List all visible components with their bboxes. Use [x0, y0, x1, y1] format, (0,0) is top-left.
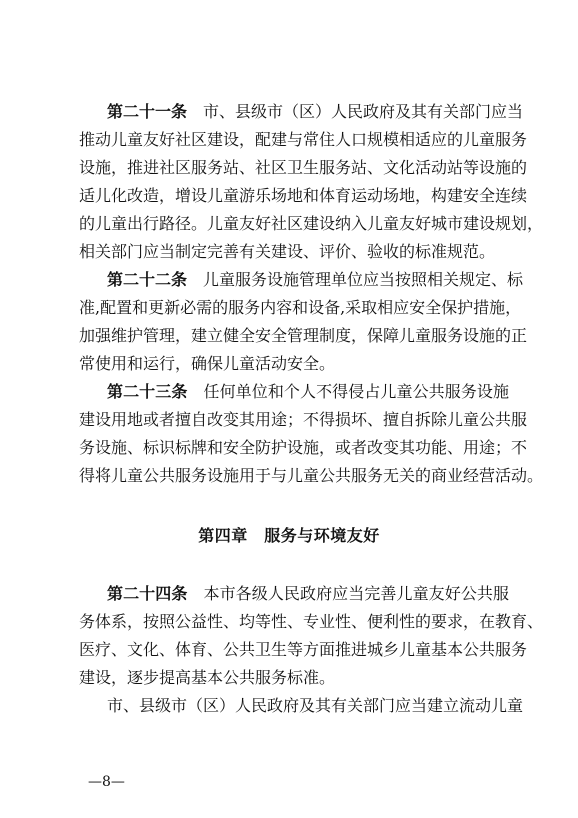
- article-21-line-1: 第二十一条 市、县级市（区）人民政府及其有关部门应当: [107, 102, 524, 121]
- article-21-line-3: 设施，推进社区服务站、社区卫生服务站、文化活动站等设施的: [79, 158, 528, 177]
- article-21-title: 第二十一条: [107, 102, 188, 121]
- article-23-line-4: 得将儿童公共服务设施用于与儿童公共服务无关的商业经营活动。: [79, 466, 544, 485]
- page-number: —8—: [88, 774, 125, 790]
- article-21-line-5: 的儿童出行路径。儿童友好社区建设纳入儿童友好城市建设规划，: [79, 214, 544, 233]
- article-21-line-2: 推动儿童友好社区建设，配建与常住人口规模相适应的儿童服务: [79, 130, 528, 149]
- article-24-line-2: 务体系，按照公益性、均等性、专业性、便利性的要求，在教育、: [79, 612, 544, 631]
- article-24-line-1: 第二十四条 本市各级人民政府应当完善儿童友好公共服: [107, 584, 509, 603]
- article-23-line-1: 第二十三条 任何单位和个人不得侵占儿童公共服务设施: [107, 382, 509, 401]
- article-21-line-6: 相关部门应当制定完善有关建设、评价、验收的标准规范。: [79, 242, 496, 261]
- chapter-heading: 第四章 服务与环境友好: [198, 526, 380, 545]
- article-24-title: 第二十四条: [107, 584, 188, 603]
- article-23-line-3: 务设施、标识标牌和安全防护设施，或者改变其功能、用途；不: [79, 438, 528, 457]
- article-23-title: 第二十三条: [107, 382, 188, 401]
- article-21-line-4: 适儿化改造，增设儿童游乐场地和体育运动场地，构建安全连续: [79, 186, 528, 205]
- article-22-title: 第二十二条: [107, 270, 188, 289]
- article-24-line-4: 建设，逐步提高基本公共服务标准。: [79, 668, 336, 687]
- article-22-line-3: 加强维护管理，建立健全安全管理制度，保障儿童服务设施的正: [79, 326, 528, 345]
- article-22-line-1: 第二十二条 儿童服务设施管理单位应当按照相关规定、标: [107, 270, 524, 289]
- article-24-paragraph-2: 市、县级市（区）人民政府及其有关部门应当建立流动儿童: [107, 696, 524, 715]
- article-23-line-2: 建设用地或者擅自改变其用途；不得损坏、擅自拆除儿童公共服: [79, 410, 528, 429]
- article-24-line-3: 医疗、文化、体育、公共卫生等方面推进城乡儿童基本公共服务: [79, 640, 528, 659]
- article-22-line-4: 常使用和运行，确保儿童活动安全。: [79, 354, 336, 373]
- article-22-line-2: 准,配置和更新必需的服务内容和设备,采取相应安全保护措施，: [79, 298, 522, 317]
